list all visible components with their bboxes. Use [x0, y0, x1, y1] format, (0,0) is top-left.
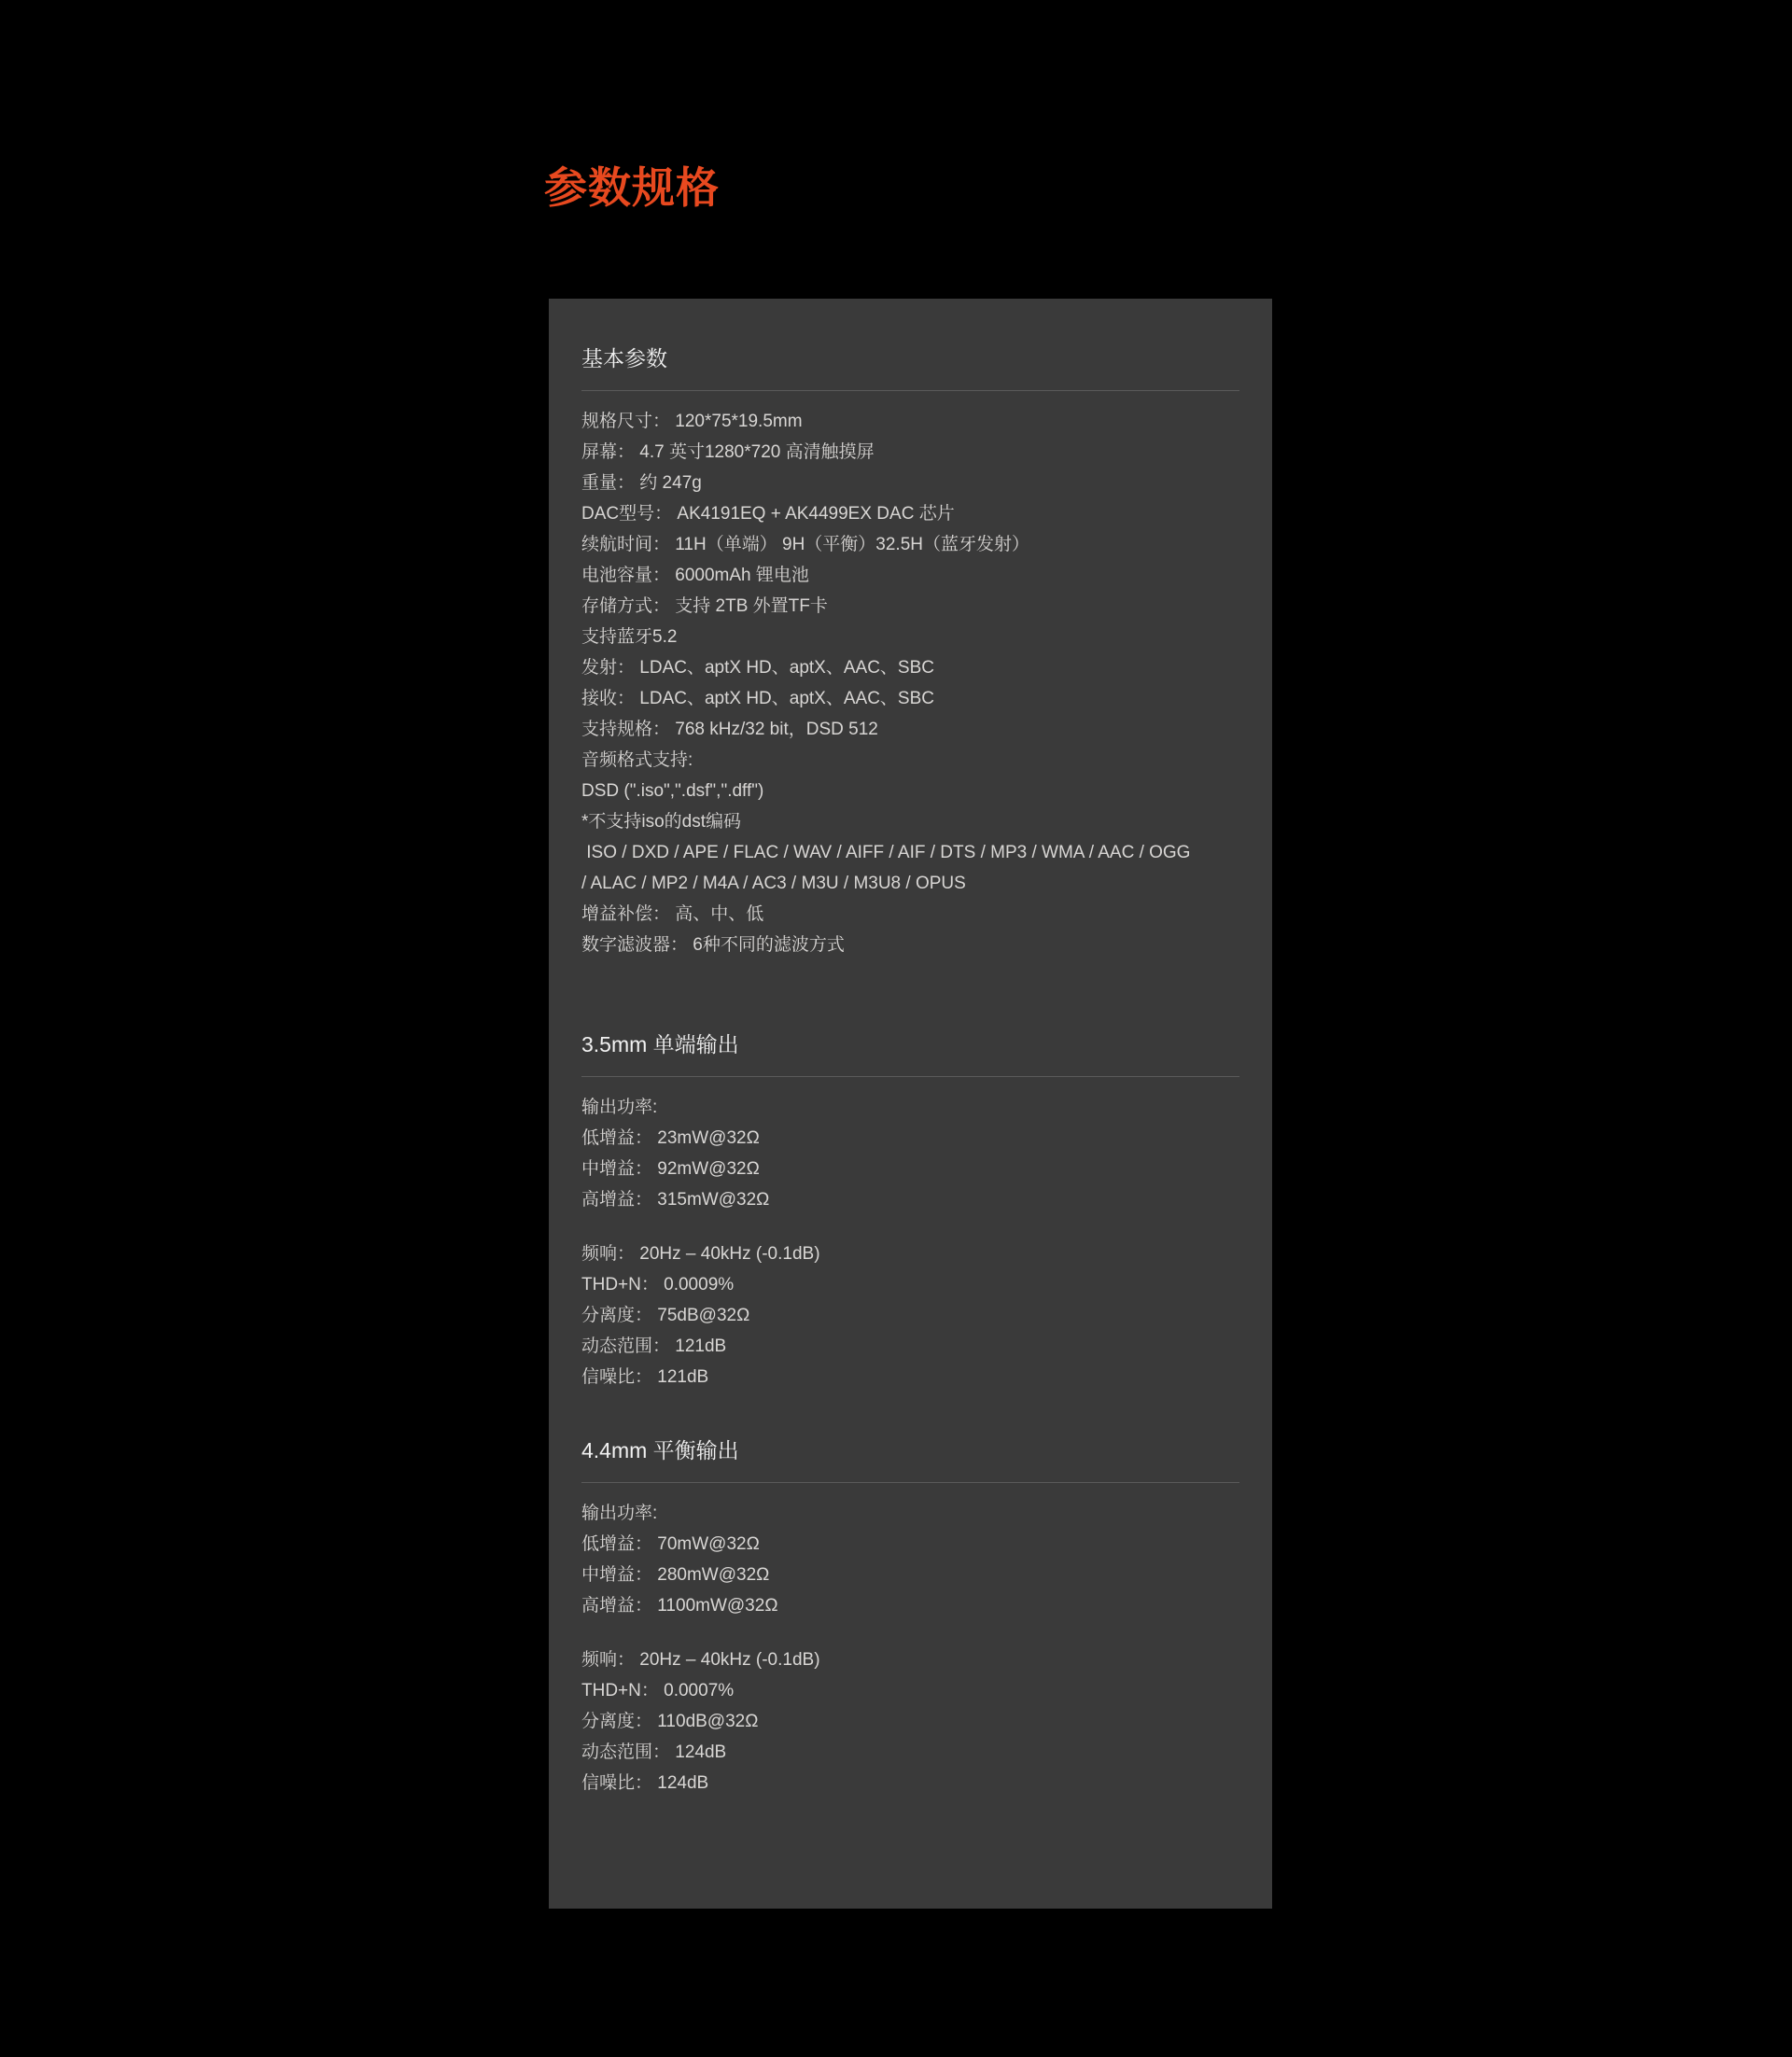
spec-line: 频响： 20Hz – 40kHz (-0.1dB) — [581, 1243, 820, 1264]
spec-line: 信噪比： 124dB — [581, 1772, 709, 1793]
spec-line: THD+N： 0.0007% — [581, 1680, 735, 1700]
section-basic-parameters — [581, 299, 1239, 1003]
spec-line: 动态范围： 124dB — [581, 1742, 727, 1762]
spec-line: 输出功率: — [581, 1503, 658, 1523]
spec-line: DAC型号： AK4191EQ + AK4499EX DAC 芯片 — [581, 503, 955, 524]
spec-line: 重量： 约 247g — [581, 472, 702, 493]
spec-line: 低增益： 70mW@32Ω — [581, 1533, 760, 1554]
spec-line: 规格尺寸： 120*75*19.5mm — [581, 411, 803, 431]
spec-line: 数字滤波器： 6种不同的滤波方式 — [581, 934, 845, 955]
spec-line: 支持蓝牙5.2 — [581, 626, 678, 647]
spec-line: 续航时间： 11H（单端） 9H（平衡）32.5H（蓝牙发射） — [581, 534, 1029, 554]
section-single-ended-output — [581, 1003, 1239, 1419]
spec-line: 高增益： 1100mW@32Ω — [581, 1595, 778, 1616]
spec-line: 频响： 20Hz – 40kHz (-0.1dB) — [581, 1649, 820, 1670]
spec-line: 分离度： 75dB@32Ω — [581, 1305, 750, 1325]
spec-line: DSD (".iso",".dsf",".dff") — [581, 780, 764, 801]
spec-card — [549, 299, 1272, 1909]
spec-line: 高增益： 315mW@32Ω — [581, 1189, 770, 1210]
section-heading: 基本参数 — [581, 346, 667, 371]
spec-line: THD+N： 0.0009% — [581, 1274, 735, 1294]
spec-line: 低增益： 23mW@32Ω — [581, 1127, 760, 1148]
spec-line: 接收： LDAC、aptX HD、aptX、AAC、SBC — [581, 688, 934, 708]
spec-line: 中增益： 92mW@32Ω — [581, 1158, 760, 1179]
spacer — [581, 1215, 1239, 1238]
section-heading: 3.5mm 单端输出 — [581, 1031, 739, 1056]
spec-line: 中增益： 280mW@32Ω — [581, 1564, 770, 1585]
spec-line: 存储方式： 支持 2TB 外置TF卡 — [581, 595, 828, 616]
spec-line: 发射： LDAC、aptX HD、aptX、AAC、SBC — [581, 657, 934, 678]
section-body — [581, 1077, 1239, 1419]
spec-line: 屏幕： 4.7 英寸1280*720 高清触摸屏 — [581, 441, 875, 462]
section-body — [581, 1483, 1239, 1817]
section-heading: 4.4mm 平衡输出 — [581, 1437, 739, 1462]
spec-line: 音频格式支持: — [581, 749, 693, 770]
spec-line: ISO / DXD / APE / FLAC / WAV / AIFF / AIF / DTS / MP3 / WMA / AAC / OGG — [581, 842, 1191, 862]
page-title: 参数规格 — [544, 163, 720, 212]
spec-line: 输出功率: — [581, 1097, 658, 1117]
section-balanced-output — [581, 1419, 1239, 1817]
spec-line: / ALAC / MP2 / M4A / AC3 / M3U / M3U8 / OPUS — [581, 873, 966, 893]
spec-line: 电池容量： 6000mAh 锂电池 — [581, 565, 809, 585]
spacer — [581, 1621, 1239, 1644]
spec-line: 分离度： 110dB@32Ω — [581, 1711, 759, 1731]
spec-line: 动态范围： 121dB — [581, 1336, 727, 1356]
spec-line: 增益补偿： 高、中、低 — [581, 903, 764, 924]
spec-line: 支持规格： 768 kHz/32 bit，DSD 512 — [581, 719, 878, 739]
section-body — [581, 391, 1239, 1003]
spec-line: *不支持iso的dst编码 — [581, 811, 742, 832]
spec-line: 信噪比： 121dB — [581, 1366, 709, 1387]
